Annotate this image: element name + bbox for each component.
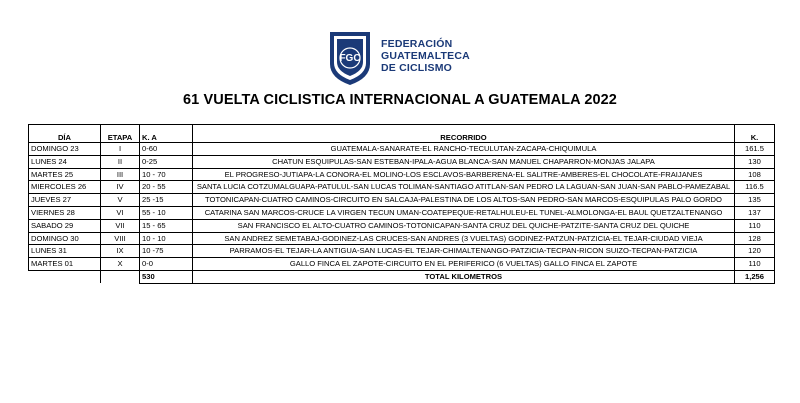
cell-etapa: III [101,168,140,181]
cell-etapa: VII [101,219,140,232]
table-row [29,245,775,258]
cell-recorrido: CATARINA SAN MARCOS-CRUCE LA VIRGEN TECUN UMAN-COATEPEQUE-RETALHULEU-EL TUNEL-ALMOLONGA-EL BAUL QUETZALTENANGO [193,206,735,219]
stages-table [28,124,775,284]
cell-ka: 10 - 70 [140,168,193,181]
logo-text: FGC [339,53,361,64]
header-k: K. [735,125,775,143]
cell-recorrido: PARRAMOS-EL TEJAR-LA ANTIGUA-SAN LUCAS-EL TEJAR-CHIMALTENANGO-PATZICIA-TECPAN-RICON SUIZO-TECPAN-PATZICIA [193,245,735,258]
cell-dia: SABADO 29 [29,219,101,232]
cell-recorrido: SAN ANDREZ SEMETABAJ-GODINEZ-LAS CRUCES-SAN ANDRES (3 VUELTAS) GODINEZ-PATZUN-PATZICIA-EL TEJAR-CIUDAD VIEJA [193,232,735,245]
cell-etapa: II [101,155,140,168]
total-empty [29,270,101,283]
table-row [29,181,775,194]
org-line-2: GUATEMALTECA [381,50,470,62]
cell-dia: DOMINGO 30 [29,232,101,245]
cell-k: 120 [735,245,775,258]
cell-ka: 55 - 10 [140,206,193,219]
cell-recorrido: SAN FRANCISCO EL ALTO-CUATRO CAMINOS-TOTONICAPAN-SANTA CRUZ DEL QUICHE-PATZITE-SANTA CRUZ DEL QUICHE [193,219,735,232]
cell-ka: 20 - 55 [140,181,193,194]
cell-etapa: IX [101,245,140,258]
fgc-logo-icon [328,30,372,86]
cell-ka: 10 - 10 [140,232,193,245]
cell-k: 130 [735,155,775,168]
cell-ka: 0-25 [140,155,193,168]
header-ka: K. A [140,125,193,143]
cell-k: 110 [735,219,775,232]
table-row [29,143,775,156]
cell-etapa: VIII [101,232,140,245]
table-row [29,194,775,207]
cell-k: 128 [735,232,775,245]
cell-dia: JUEVES 27 [29,194,101,207]
header [0,30,800,88]
header-dia: DÍA [29,125,101,143]
total-row [29,270,775,283]
table-row [29,258,775,271]
table-header-row [29,125,775,143]
cell-k: 161.5 [735,143,775,156]
cell-ka: 15 - 65 [140,219,193,232]
cell-dia: MARTES 01 [29,258,101,271]
total-ka: 530 [140,270,193,283]
cell-dia: LUNES 31 [29,245,101,258]
cell-k: 110 [735,258,775,271]
total-k: 1,256 [735,270,775,283]
cell-k: 116.5 [735,181,775,194]
cell-dia: VIERNES 28 [29,206,101,219]
page-title: 61 VUELTA CICLISTICA INTERNACIONAL A GUATEMALA 2022 [183,92,617,108]
cell-etapa: X [101,258,140,271]
cell-ka: 25 -15 [140,194,193,207]
cell-recorrido: CHATUN ESQUIPULAS-SAN ESTEBAN-IPALA-AGUA BLANCA-SAN MANUEL CHAPARRON-MONJAS JALAPA [193,155,735,168]
cell-recorrido: SANTA LUCIA COTZUMALGUAPA-PATULUL-SAN LUCAS TOLIMAN-SANTIAGO ATITLAN-SAN PEDRO LA LAGUAN-SAN JUAN-SAN PABLO-PAMEZABAL [193,181,735,194]
cell-k: 108 [735,168,775,181]
cell-dia: MARTES 25 [29,168,101,181]
table-row [29,219,775,232]
organization-name [381,38,470,74]
cell-recorrido: EL PROGRESO-JUTIAPA-LA CONORA-EL MOLINO-LOS ESCLAVOS-BARBERENA-EL SALITRE-AMBERES-EL CHOCOLATE-FRAIJANES [193,168,735,181]
table-row [29,232,775,245]
cell-ka: 0-60 [140,143,193,156]
table-row [29,155,775,168]
cell-recorrido: TOTONICAPAN-CUATRO CAMINOS-CIRCUITO EN SALCAJA-PALESTINA DE LOS ALTOS-SAN PEDRO-SAN MARCOS-ESQUIPULAS PALO GORDO [193,194,735,207]
cell-dia: LUNES 24 [29,155,101,168]
header-etapa: ETAPA [101,125,140,143]
table-row [29,206,775,219]
cell-etapa: I [101,143,140,156]
total-label: TOTAL KILOMETROS [193,270,735,283]
cell-etapa: IV [101,181,140,194]
total-empty-2 [101,270,140,283]
cell-dia: DOMINGO 23 [29,143,101,156]
cell-k: 137 [735,206,775,219]
cell-ka: 0-0 [140,258,193,271]
cell-ka: 10 -75 [140,245,193,258]
header-recorrido: RECORRIDO [193,125,735,143]
table-row [29,168,775,181]
org-line-1: FEDERACIÓN [381,38,453,50]
cell-recorrido: GUATEMALA-SANARATE-EL RANCHO-TECULUTAN-ZACAPA-CHIQUIMULA [193,143,735,156]
cell-k: 135 [735,194,775,207]
cell-etapa: V [101,194,140,207]
cell-etapa: VI [101,206,140,219]
cell-recorrido: GALLO FINCA EL ZAPOTE-CIRCUITO EN EL PERIFERICO (6 VUELTAS) GALLO FINCA EL ZAPOTE [193,258,735,271]
cell-dia: MIERCOLES 26 [29,181,101,194]
org-line-3: DE CICLISMO [381,62,453,74]
